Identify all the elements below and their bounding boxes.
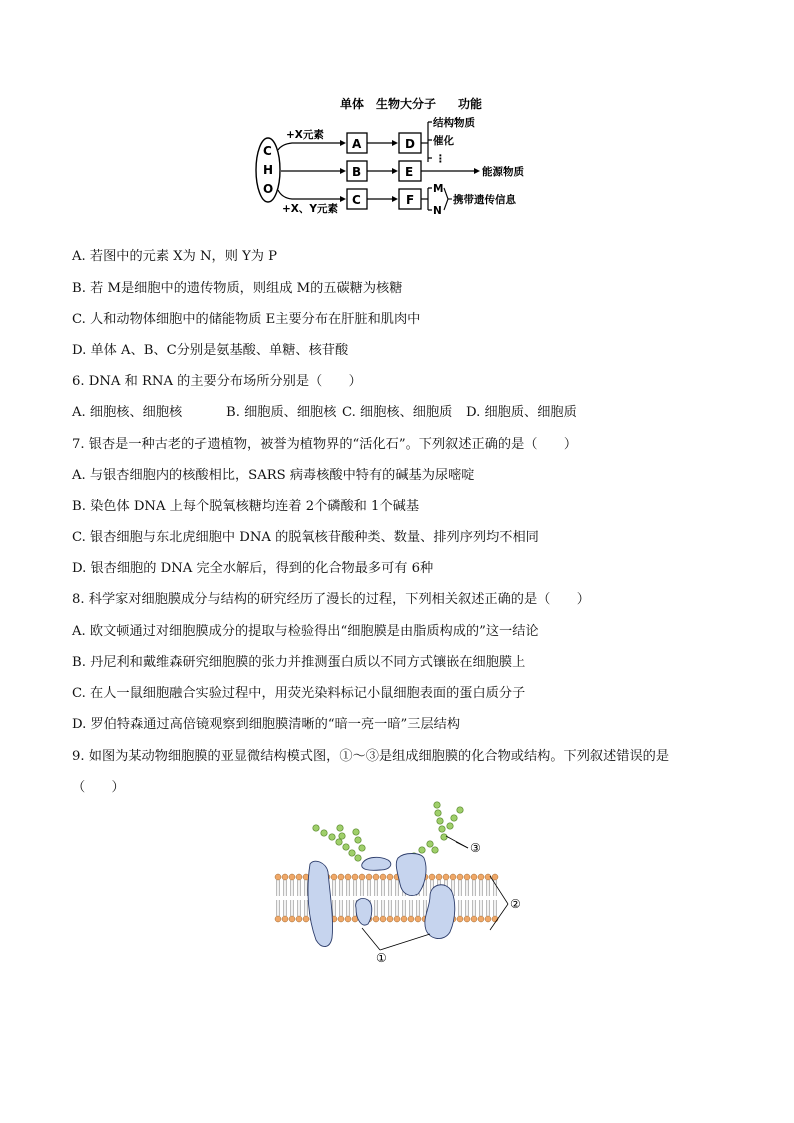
lipid-head bbox=[387, 874, 393, 880]
lipid-head bbox=[471, 874, 477, 880]
lipid-head bbox=[352, 874, 358, 880]
label-plus-xy: +X、Y元素 bbox=[282, 203, 338, 215]
function-genetic-info: 携带遗传信息 bbox=[453, 194, 516, 206]
lipid-head bbox=[380, 874, 386, 880]
lipid-head bbox=[485, 874, 491, 880]
q5-option-d: D. 单体 A、B、C分别是氨基酸、单糖、核苷酸 bbox=[72, 343, 349, 358]
monomer-c: C bbox=[352, 193, 361, 207]
lipid-tail bbox=[298, 900, 300, 916]
lipid-tail bbox=[277, 880, 279, 896]
monomer-a: A bbox=[352, 137, 362, 151]
lipid-head bbox=[408, 916, 414, 922]
lipid-tail bbox=[333, 880, 335, 896]
lipid-head bbox=[415, 916, 421, 922]
lipid-head bbox=[296, 916, 302, 922]
lipid-head bbox=[345, 916, 351, 922]
lipid-tail bbox=[424, 900, 426, 916]
lipid-head bbox=[492, 874, 498, 880]
q8-option-c: C. 在人一鼠细胞融合实验过程中，用荧光染料标记小鼠细胞表面的蛋白质分子 bbox=[72, 686, 526, 701]
lipid-tail bbox=[375, 880, 377, 896]
lipid-head bbox=[296, 874, 302, 880]
arrow-to-c bbox=[278, 190, 340, 199]
function-catalysis: 催化 bbox=[433, 135, 454, 147]
lipid-head bbox=[394, 916, 400, 922]
q6-option-c: C. 细胞核、细胞质 bbox=[342, 405, 453, 420]
lipid-tail bbox=[487, 880, 489, 896]
glycoprotein-chain-left bbox=[313, 825, 365, 861]
lipid-head bbox=[457, 916, 463, 922]
lipid-head bbox=[450, 874, 456, 880]
lipid-tail bbox=[389, 900, 391, 916]
lipid-head bbox=[464, 874, 470, 880]
label-2: ② bbox=[510, 897, 521, 911]
lipid-tail bbox=[403, 900, 405, 916]
header-function: 功能 bbox=[458, 97, 483, 111]
lipid-tail bbox=[473, 900, 475, 916]
lipid-tail bbox=[396, 880, 398, 896]
lipid-head bbox=[492, 916, 498, 922]
q8-stem: 8. 科学家对细胞膜成分与结构的研究经历了漫长的过程，下列相关叙述正确的是（ ） bbox=[72, 592, 590, 607]
lipid-tail bbox=[291, 900, 293, 916]
cell-membrane-diagram bbox=[270, 800, 530, 970]
lipid-head bbox=[345, 874, 351, 880]
transmembrane-protein-left bbox=[308, 861, 333, 946]
q8-option-a: A. 欧文顿通过对细胞膜成分的提取与检验得出“细胞膜是由脂质构成的”这一结论 bbox=[72, 624, 539, 639]
lipid-tail bbox=[284, 900, 286, 916]
embedded-protein-center bbox=[396, 854, 426, 896]
lipid-tail bbox=[354, 880, 356, 896]
lipid-head bbox=[429, 874, 435, 880]
lipid-tail bbox=[494, 900, 496, 916]
lipid-tail bbox=[473, 880, 475, 896]
lipid-head bbox=[471, 916, 477, 922]
q7-option-d: D. 银杏细胞的 DNA 完全水解后，得到的化合物最多可有 6种 bbox=[72, 561, 434, 576]
inner-protein-large bbox=[425, 885, 455, 939]
lipid-tail bbox=[333, 900, 335, 916]
lipid-tail bbox=[382, 880, 384, 896]
peripheral-protein-top bbox=[362, 857, 391, 870]
lipid-head bbox=[373, 874, 379, 880]
q6-options-row bbox=[72, 403, 577, 423]
element-c: C bbox=[263, 144, 272, 158]
lipid-head bbox=[303, 916, 309, 922]
label-plus-x: +X元素 bbox=[286, 129, 324, 141]
lipid-head bbox=[366, 874, 372, 880]
q8-option-b: B. 丹尼利和戴维森研究细胞膜的张力并推测蛋白质以不同方式镶嵌在细胞膜上 bbox=[72, 655, 526, 670]
lipid-tail bbox=[298, 880, 300, 896]
q5-option-a: A. 若图中的元素 X为 N，则 Y为 P bbox=[72, 249, 278, 264]
lipid-tail bbox=[361, 880, 363, 896]
lipid-head bbox=[443, 874, 449, 880]
q9-stem-line2: （ ） bbox=[72, 780, 125, 795]
lipid-tail bbox=[480, 900, 482, 916]
lipid-tail bbox=[277, 900, 279, 916]
header-macromolecule: 生物大分子 bbox=[376, 97, 437, 111]
label-3: ③ bbox=[470, 841, 481, 855]
lipid-head bbox=[338, 874, 344, 880]
element-h: H bbox=[263, 163, 274, 177]
arrow-to-a bbox=[278, 143, 340, 150]
lipid-head bbox=[275, 874, 281, 880]
q6-stem: 6. DNA 和 RNA 的主要分布场所分别是（ ） bbox=[72, 374, 362, 389]
lipid-head bbox=[282, 874, 288, 880]
biomolecule-flow-diagram bbox=[252, 92, 552, 218]
q7-stem: 7. 银杏是一种古老的孑遗植物，被誉为植物界的“活化石”。下列叙述正确的是（ ） bbox=[72, 437, 578, 452]
macro-e: E bbox=[405, 165, 414, 179]
lipid-head bbox=[464, 916, 470, 922]
glycoprotein-chain-right bbox=[411, 802, 463, 859]
lipid-tail bbox=[459, 900, 461, 916]
lipid-head bbox=[436, 874, 442, 880]
lipid-head bbox=[338, 916, 344, 922]
lipid-tail bbox=[347, 880, 349, 896]
lipid-tail bbox=[305, 900, 307, 916]
header-monomer: 单体 bbox=[340, 97, 365, 111]
lipid-tail bbox=[347, 900, 349, 916]
lipid-tail bbox=[291, 880, 293, 896]
lipid-head bbox=[373, 916, 379, 922]
lipid-head bbox=[359, 874, 365, 880]
q6-option-d: D. 细胞质、细胞质 bbox=[466, 405, 577, 420]
lipid-head bbox=[275, 916, 281, 922]
monomer-b: B bbox=[352, 165, 362, 179]
label-1: ① bbox=[376, 951, 387, 965]
lipid-tail bbox=[305, 880, 307, 896]
lipid-tail bbox=[410, 900, 412, 916]
lipid-head bbox=[282, 916, 288, 922]
lipid-head bbox=[289, 874, 295, 880]
lipid-tail bbox=[340, 880, 342, 896]
lipid-tail bbox=[396, 900, 398, 916]
lipid-tail bbox=[389, 880, 391, 896]
inner-protein-small bbox=[356, 898, 372, 925]
macro-f: F bbox=[406, 193, 415, 207]
lipid-tail bbox=[466, 900, 468, 916]
lipid-tail bbox=[368, 880, 370, 896]
lipid-head bbox=[457, 874, 463, 880]
lipid-head bbox=[289, 916, 295, 922]
lipid-head bbox=[478, 916, 484, 922]
subtype-n: N bbox=[433, 205, 442, 217]
lipid-head bbox=[485, 916, 491, 922]
lipid-tail bbox=[417, 900, 419, 916]
q6-option-b: B. 细胞质、细胞核 bbox=[226, 405, 337, 420]
q7-option-a: A. 与银杏细胞内的核酸相比，SARS 病毒核酸中特有的碱基为尿嘧啶 bbox=[72, 468, 475, 483]
lipid-head bbox=[478, 874, 484, 880]
lipid-tail bbox=[459, 880, 461, 896]
q8-option-d: D. 罗伯特森通过高倍镜观察到细胞膜清晰的“暗一亮一暗”三层结构 bbox=[72, 717, 461, 732]
function-energy: 能源物质 bbox=[482, 166, 524, 178]
lipid-tail bbox=[480, 880, 482, 896]
lipid-head bbox=[380, 916, 386, 922]
macro-d: D bbox=[405, 137, 415, 151]
q7-option-c: C. 银杏细胞与东北虎细胞中 DNA 的脱氧核苷酸种类、数量、排列序列均不相同 bbox=[72, 530, 539, 545]
lipid-head bbox=[401, 916, 407, 922]
q7-option-b: B. 染色体 DNA 上每个脱氧核糖均连着 2个磷酸和 1个碱基 bbox=[72, 499, 420, 514]
lipid-tail bbox=[340, 900, 342, 916]
lipid-head bbox=[331, 874, 337, 880]
q6-option-a: A. 细胞核、细胞核 bbox=[72, 405, 183, 420]
lipid-tail bbox=[487, 900, 489, 916]
element-o: O bbox=[263, 182, 274, 196]
subtype-m: M bbox=[433, 183, 444, 195]
q9-stem-line1: 9. 如图为某动物细胞膜的亚显微结构模式图，①～③是组成细胞膜的化合物或结构。下列叙述错误的是 bbox=[72, 749, 670, 764]
lipid-tail bbox=[375, 900, 377, 916]
function-more: ⋮ bbox=[435, 153, 446, 165]
function-structure: 结构物质 bbox=[433, 117, 475, 129]
lipid-tail bbox=[284, 880, 286, 896]
lipid-tail bbox=[466, 880, 468, 896]
lipid-tail bbox=[382, 900, 384, 916]
lipid-head bbox=[387, 916, 393, 922]
q5-option-b: B. 若 M是细胞中的遗传物质，则组成 M的五碳糖为核糖 bbox=[72, 281, 403, 296]
q5-option-c: C. 人和动物体细胞中的储能物质 E主要分布在肝脏和肌肉中 bbox=[72, 312, 421, 327]
